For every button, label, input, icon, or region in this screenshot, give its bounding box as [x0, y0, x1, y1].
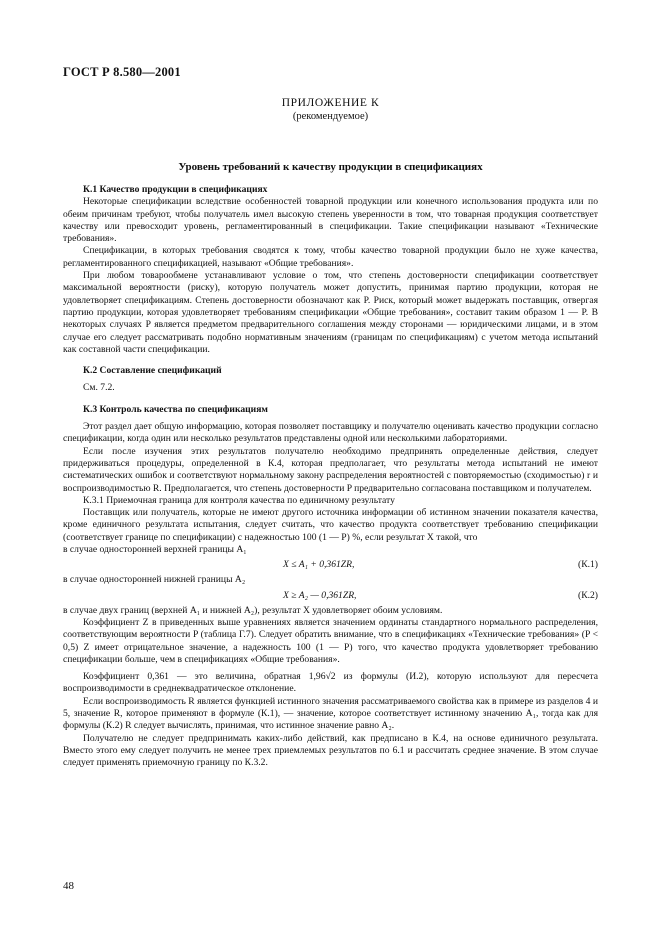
paragraph: Если воспроизводимость R является функцией истинного значения рассматриваемого свойства как в примере из разделов 4 и 5, значение R, которое применяют в формуле (К.1), — значение, которое соответствует истинному значению A₁, тогда как для формулы (К.2) R следует вычислять, принимая, что истинное значение равно A₂.: [63, 695, 598, 732]
subheading-k31: К.3.1 Приемочная граница для контроля качества по единичному результату: [83, 494, 395, 506]
heading-k1: К.1 Качество продукции в спецификациях: [83, 184, 268, 195]
heading-k2: К.2 Составление спецификаций: [83, 365, 222, 377]
paragraph: Если после изучения этих результатов получателю необходимо предпринять определенные действия, следует придерживаться процедуры, определенной в К.4, которая предполагает, что результаты метода испытаний не имеют систематических ошибок и соответствуют нормальному закону распределения вероятностей с повторяемостью (сходимостью) r и воспроизводимостью R. Предполагается, что степень достоверности P предварительно согласована поставщиком и получателем.: [63, 445, 598, 494]
formula-k1: [63, 556, 598, 574]
page-number: 48: [63, 880, 74, 892]
paragraph: Этот раздел дает общую информацию, которая позволяет поставщику и получателю оценивать качество продукции согласно спецификации, когда один или несколько результатов представлены одной или несколькими лабораториями.: [63, 421, 598, 445]
document-code: ГОСТ Р 8.580—2001: [63, 65, 181, 79]
formula-k2: [63, 587, 598, 605]
paragraph: При любом товарообмене устанавливают условие о том, что степень достоверности спецификации соответствует максимальной вероятности (риску), которую получатель может допустить, принимая партию продукции, которая не удовлетворяет спецификациям. Степень достоверности обозначают как P. Риск, который может выдержать поставщик, отвергая партию продукции, которая удовлетворяет требованиям спецификации «Общие требования», составит таким образом 1 — P. В некоторых случаях P является предметом предварительного соглашения между сторонами — юридическими лицами, и в этом случае его следует рассматривать подобно нормативным значениям (границам по спецификациям) с учетом метода испытаний как составной части спецификации.: [63, 270, 598, 355]
case-both: в случае двух границ (верхней A₁ и нижней A₂), результат X удовлетворяет обоим условиям.: [63, 604, 443, 616]
annex-subtitle: (рекомендуемое): [292, 111, 369, 122]
paragraph: Поставщик или получатель, которые не имеют другого источника информации об истинном значении показателя качества, кроме единичного результата испытания, следует считать, что качество продукта соответствует требованию спецификации (соответствует границе по спецификации) с надежностью 100 (1 — P) %, если результат X такой, что: [63, 507, 598, 543]
formula-expression: X ≤ A₁ + 0,361ZR,: [283, 559, 355, 571]
paragraph: Спецификации, в которых требования сводятся к тому, чтобы качество товарной продукции было не хуже качества, регламентированного спецификацией, называют «Общие требования».: [63, 245, 598, 269]
section-title: Уровень требований к качеству продукции в спецификациях: [178, 161, 483, 173]
annex-title: ПРИЛОЖЕНИЕ К: [281, 97, 380, 109]
paragraph: Коэффициент Z в приведенных выше уравнениях является значением ординаты стандартного нормального распределения, соответствующим вероятности P (таблица Г.7). Следует обратить внимание, что в спецификациях «Технические требования» (P < 0,5) Z имеет отрицательное значение, а надежность 100 (1 — P) того, что качество продукта удовлетворяет требованию спецификации больше, чем в спецификациях «Общие требования».: [63, 616, 598, 665]
formula-number: (К.2): [578, 589, 598, 601]
document-body: [63, 184, 598, 769]
case-lower: в случае односторонней нижней границы A₂: [63, 574, 246, 586]
case-upper: в случае односторонней верхней границы A₁: [63, 544, 247, 556]
heading-k3: К.3 Контроль качества по спецификациям: [83, 403, 268, 415]
paragraph: Некоторые спецификации вследствие особенностей товарной продукции или конечного использования продукта или по обеим причинам требуют, чтобы получатель имел высокую степень уверенности в том, что товарная продукция соответствует качеству или превосходит уровень, регламентированный в спецификации. Такие спецификации называют «Технические требования».: [63, 196, 598, 245]
paragraph: Коэффициент 0,361 — это величина, обратная 1,96√2 из формулы (И.2), которую используют для пересчета воспроизводимости в среднеквадратическое отклонение.: [63, 671, 598, 695]
formula-number: (К.1): [578, 559, 598, 571]
formula-expression: X ≥ A₂ — 0,361ZR,: [283, 589, 357, 601]
paragraph: Получателю не следует предпринимать каких-либо действий, как предписано в К.4, на основе единичного результата. Вместо этого ему следует получить не менее трех приемлемых результатов по 6.1 и рассчитать среднее значение. В этом случае следует применять приемочную границу по К.3.2.: [63, 732, 598, 769]
paragraph: См. 7.2.: [83, 382, 115, 394]
